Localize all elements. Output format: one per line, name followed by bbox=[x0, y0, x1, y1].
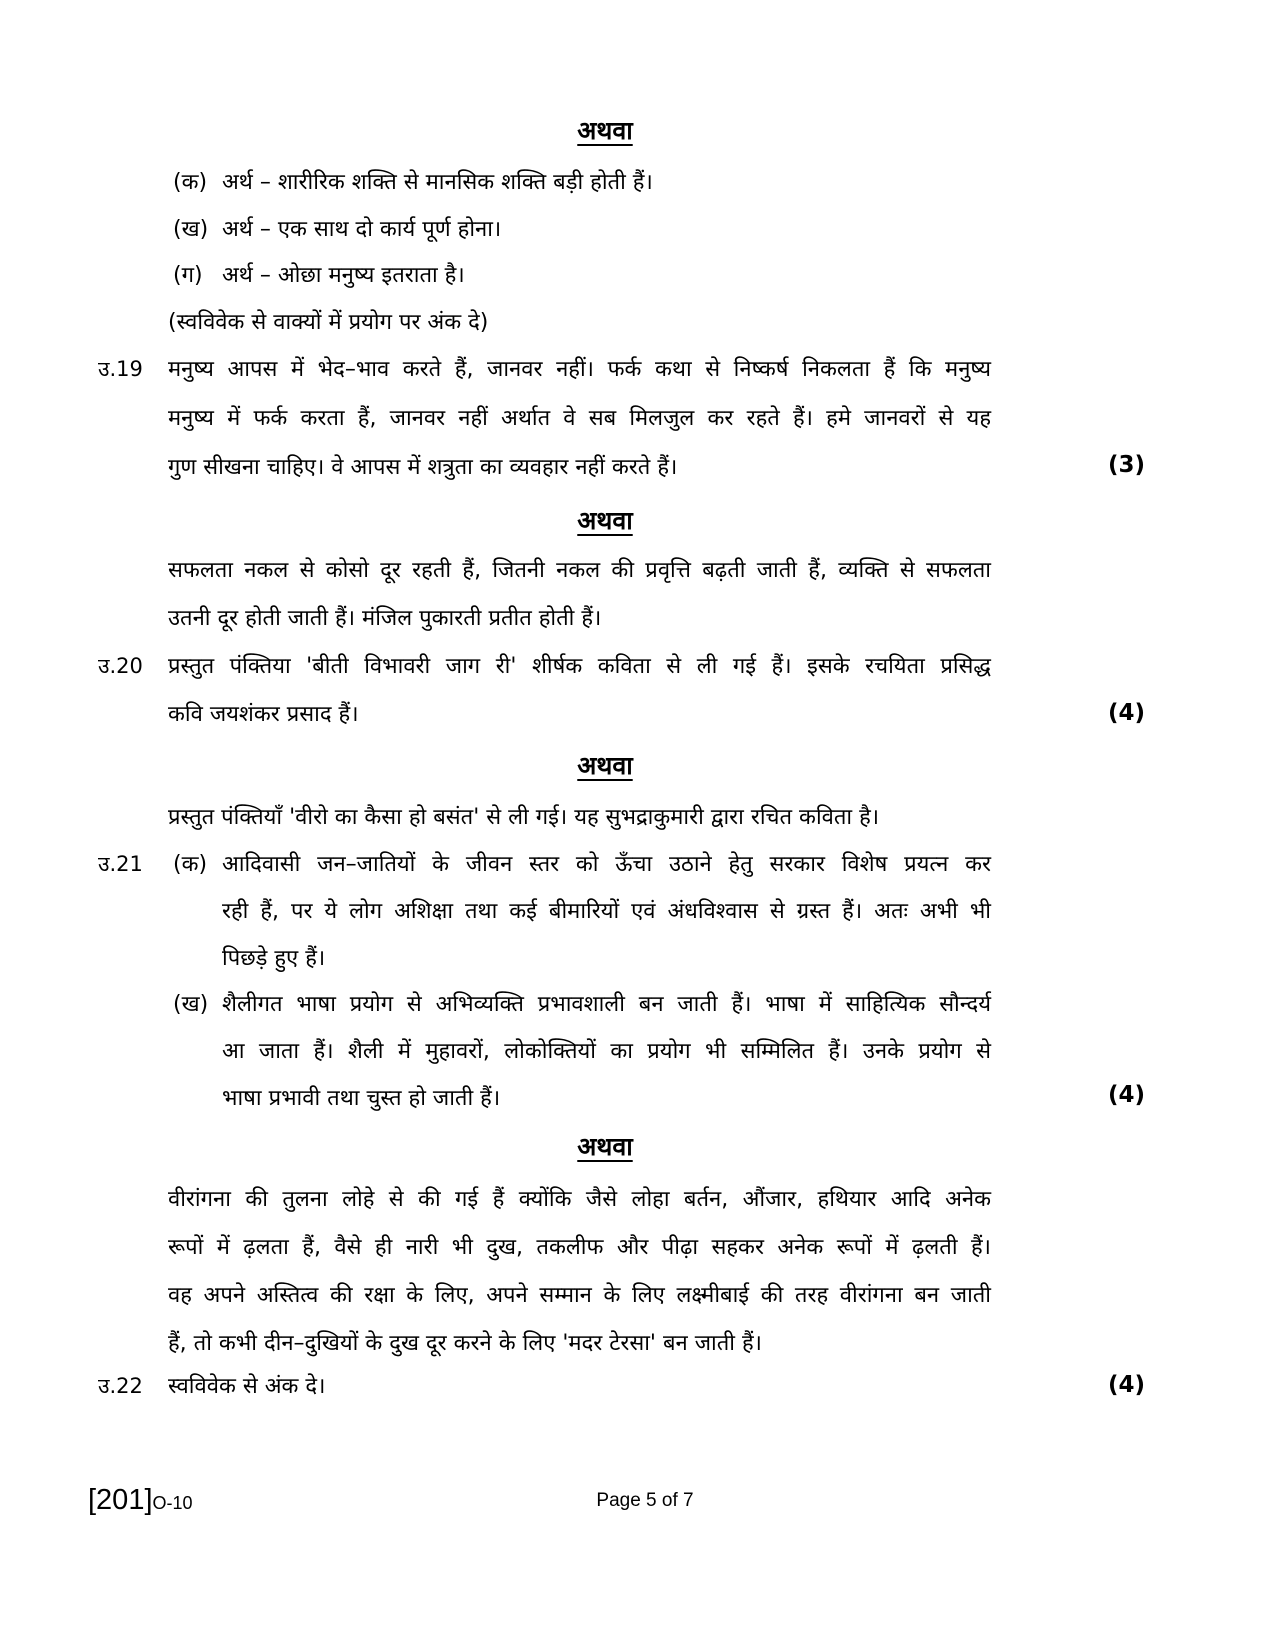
answer-line: प्रस्तुत पंक्तिया 'बीती विभावरी जाग री' शीर्षक कविता से ली गई हैं। इसके रचयिता प्रसिद्ध bbox=[168, 654, 991, 679]
answer-line: आदिवासी जन–जातियों के जीवन स्तर को ऊँचा उठाने हेतु सरकार विशेष प्रयत्न कर bbox=[222, 852, 991, 877]
answer-line: कवि जयशंकर प्रसाद हैं। bbox=[168, 702, 359, 727]
answer-line: रूपों में ढ़लता हैं, वैसे ही नारी भी दुख, तकलीफ और पीढ़ा सहकर अनेक रूपों में ढ़लती हैं। bbox=[168, 1235, 991, 1260]
item-text-ka: अर्थ – शारीरिक शक्ति से मानसिक शक्ति बड़ी होती हैं। bbox=[222, 170, 653, 195]
paper-code-suffix: O-10 bbox=[152, 1493, 193, 1513]
answer-line: उतनी दूर होती जाती हैं। मंजिल पुकारती प्रतीत होती हैं। bbox=[168, 606, 602, 631]
usage-note: (स्वविवेक से वाक्यों में प्रयोग पर अंक दे) bbox=[168, 310, 489, 335]
item-label-ga: (ग) bbox=[173, 263, 203, 288]
athva-heading: अथवा bbox=[577, 506, 633, 535]
q19-alternate-answer bbox=[168, 554, 991, 632]
q21-ka-answer bbox=[222, 848, 991, 972]
marks-badge: (4) bbox=[1108, 700, 1146, 726]
item-label-kha: (ख) bbox=[173, 992, 209, 1017]
q19-answer bbox=[168, 353, 991, 481]
q20-alternate-answer: प्रस्तुत पंक्तियाँ 'वीरो का कैसा हो बसंत' से ली गई। यह सुभद्राकुमारी द्वारा रचित कविता है। bbox=[168, 805, 880, 830]
paper-code-main: [201] bbox=[88, 1484, 153, 1516]
marks-badge: (4) bbox=[1108, 1082, 1146, 1108]
answer-line: रही हैं, पर ये लोग अशिक्षा तथा कई बीमारियों एवं अंधविश्वास से ग्रस्त हैं। अतः अभी भी bbox=[222, 899, 991, 924]
page-number: Page 5 of 7 bbox=[596, 1490, 694, 1511]
q21-alternate-answer bbox=[168, 1183, 991, 1357]
question-number-21: उ.21 bbox=[98, 852, 143, 876]
answer-line: वह अपने अस्तित्व की रक्षा के लिए, अपने सम्मान के लिए लक्ष्मीबाई की तरह वीरांगना बन जाती bbox=[168, 1283, 991, 1308]
paper-code bbox=[88, 1484, 193, 1517]
answer-line: गुण सीखना चाहिए। वे आपस में शत्रुता का व्यवहार नहीं करते हैं। bbox=[168, 455, 678, 480]
question-number-22: उ.22 bbox=[98, 1374, 143, 1398]
answer-line: पिछड़े हुए हैं। bbox=[222, 946, 326, 971]
item-label-kha: (ख) bbox=[173, 217, 209, 242]
question-number-20: उ.20 bbox=[98, 654, 143, 678]
athva-heading: अथवा bbox=[577, 751, 633, 780]
q21-kha-answer bbox=[222, 988, 991, 1112]
answer-line: शैलीगत भाषा प्रयोग से अभिव्यक्ति प्रभावशाली बन जाती हैं। भाषा में साहित्यिक सौन्दर्य bbox=[222, 992, 991, 1017]
athva-heading: अथवा bbox=[577, 1132, 633, 1161]
item-text-kha: अर्थ – एक साथ दो कार्य पूर्ण होना। bbox=[222, 217, 502, 242]
athva-heading: अथवा bbox=[577, 116, 633, 145]
q20-answer bbox=[168, 650, 991, 728]
answer-line: सफलता नकल से कोसो दूर रहती हैं, जितनी नकल की प्रवृत्ति बढ़ती जाती हैं, व्यक्ति से सफलता bbox=[168, 558, 991, 583]
answer-line: हैं, तो कभी दीन–दुखियों के दुख दूर करने के लिए 'मदर टेरसा' बन जाती हैं। bbox=[168, 1331, 762, 1356]
item-label-ka: (क) bbox=[173, 170, 208, 195]
item-text-ga: अर्थ – ओछा मनुष्य इतराता है। bbox=[222, 263, 465, 288]
item-label-ka: (क) bbox=[173, 852, 208, 877]
answer-line: मनुष्य में फर्क करता हैं, जानवर नहीं अर्थात वे सब मिलजुल कर रहते हैं। हमे जानवरों से यह bbox=[168, 406, 991, 431]
question-number-19: उ.19 bbox=[98, 357, 143, 381]
q22-answer: स्वविवेक से अंक दे। bbox=[168, 1374, 326, 1399]
answer-line: मनुष्य आपस में भेद–भाव करते हैं, जानवर नहीं। फर्क कथा से निष्कर्ष निकलता हैं कि मनुष्य bbox=[168, 357, 991, 382]
answer-line: वीरांगना की तुलना लोहे से की गई हैं क्योंकि जैसे लोहा बर्तन, औंजार, हथियार आदि अनेक bbox=[168, 1187, 991, 1212]
marks-badge: (3) bbox=[1108, 452, 1146, 478]
answer-line: भाषा प्रभावी तथा चुस्त हो जाती हैं। bbox=[222, 1086, 501, 1111]
answer-line: आ जाता हैं। शैली में मुहावरों, लोकोक्तियों का प्रयोग भी सम्मिलित हैं। उनके प्रयोग से bbox=[222, 1039, 991, 1064]
marks-badge: (4) bbox=[1108, 1372, 1146, 1398]
